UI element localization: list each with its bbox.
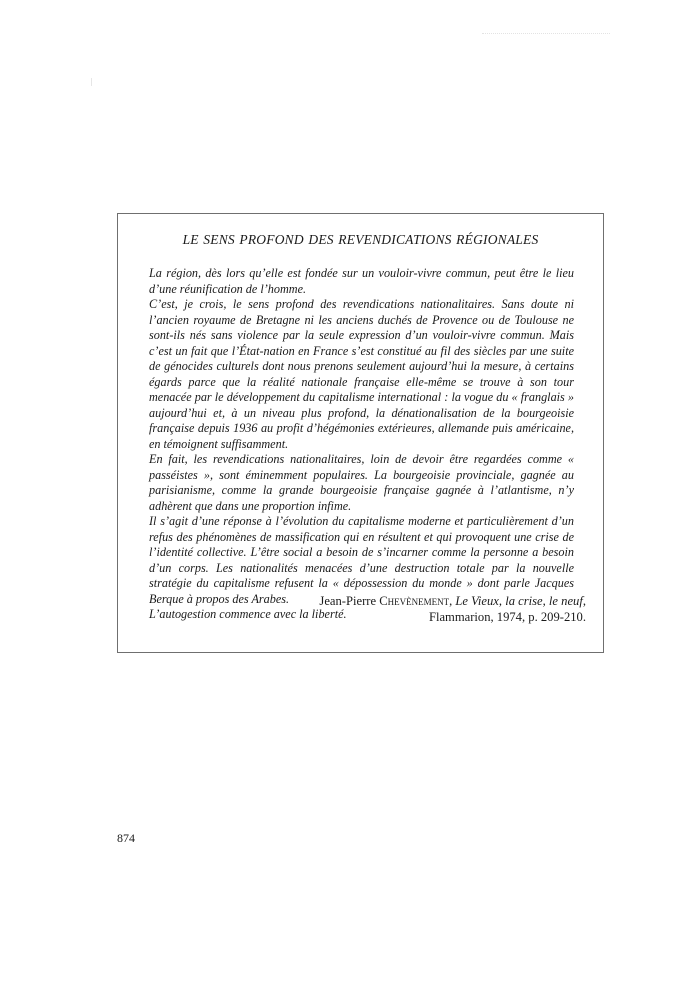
scan-artifact (482, 33, 610, 36)
book-title: Le Vieux, la crise, le neuf (455, 594, 583, 608)
quote-paragraph: L’autogestion commence avec la liberté. (149, 607, 347, 621)
quote-paragraph: Il s’agit d’une réponse à l’évolution du capitalisme moderne et particulièrement d’un refus des phénomènes de massification qui en résultent et qui provoquent une crise de l’identité collective. L’être social a besoin de s’incarner comme la personne a besoin d’un corps. Les nationalités menacées d’une destruction totale par la nouvelle stratégie du capitalisme refusent la « dépossession du monde » dont parle Jacques Berque à propos des Arabes. (149, 514, 574, 606)
quote-paragraph: C’est, je crois, le sens profond des revendications nationalitaires. Sans doute ni l’ancien royaume de Bretagne ni les anciens duchés de Provence ou de Toulouse ne sont-ils nés sans violence par la seule expression d’un vouloir-vivre commun. Mais c’est un fait que l’État-nation en France s’est constitué au fil des siècles par une suite de génocides culturels dont nous prenons seulement aujourd’hui la mesure, à certains égards parce que la réalité nationale française elle-même se trouve à son tour menacée par le développement du capitalisme international : la vogue du « franglais » aujourd’hui et, à un niveau plus profond, la dénationalisation de la bourgeoisie française depuis 1936 au profit d’hégémonies extérieures, allemande puis américaine, en témoignent suffisamment. (149, 297, 574, 451)
quote-box (117, 213, 604, 653)
citation-line-1 (319, 593, 586, 609)
quote-paragraph: La région, dès lors qu’elle est fondée sur un vouloir-vivre commun, peut être le lieu d’une réunification de l’homme. (149, 266, 574, 296)
citation-line-2: Flammarion, 1974, p. 209-210. (428, 610, 586, 624)
citation-separator: , (582, 594, 586, 608)
author-first-name: Jean-Pierre (319, 594, 377, 608)
citation-separator: , (449, 594, 456, 608)
citation (319, 593, 586, 625)
page-number: 874 (117, 831, 135, 845)
author-last-name: Chevènement (379, 594, 450, 608)
quote-body (149, 266, 574, 623)
box-title: LE SENS PROFOND DES REVENDICATIONS RÉGIONALES (182, 232, 539, 247)
quote-paragraph: En fait, les revendications nationalitaires, loin de devoir être regardées comme « passéistes », sont éminemment populaires. La bourgeoisie provinciale, gagnée au parisianisme, comme la grande bourgeoisie française gagnée à l’atlantisme, n’y adhèrent que dans une proportion infime. (149, 452, 574, 513)
scan-artifact-tick (91, 78, 92, 86)
